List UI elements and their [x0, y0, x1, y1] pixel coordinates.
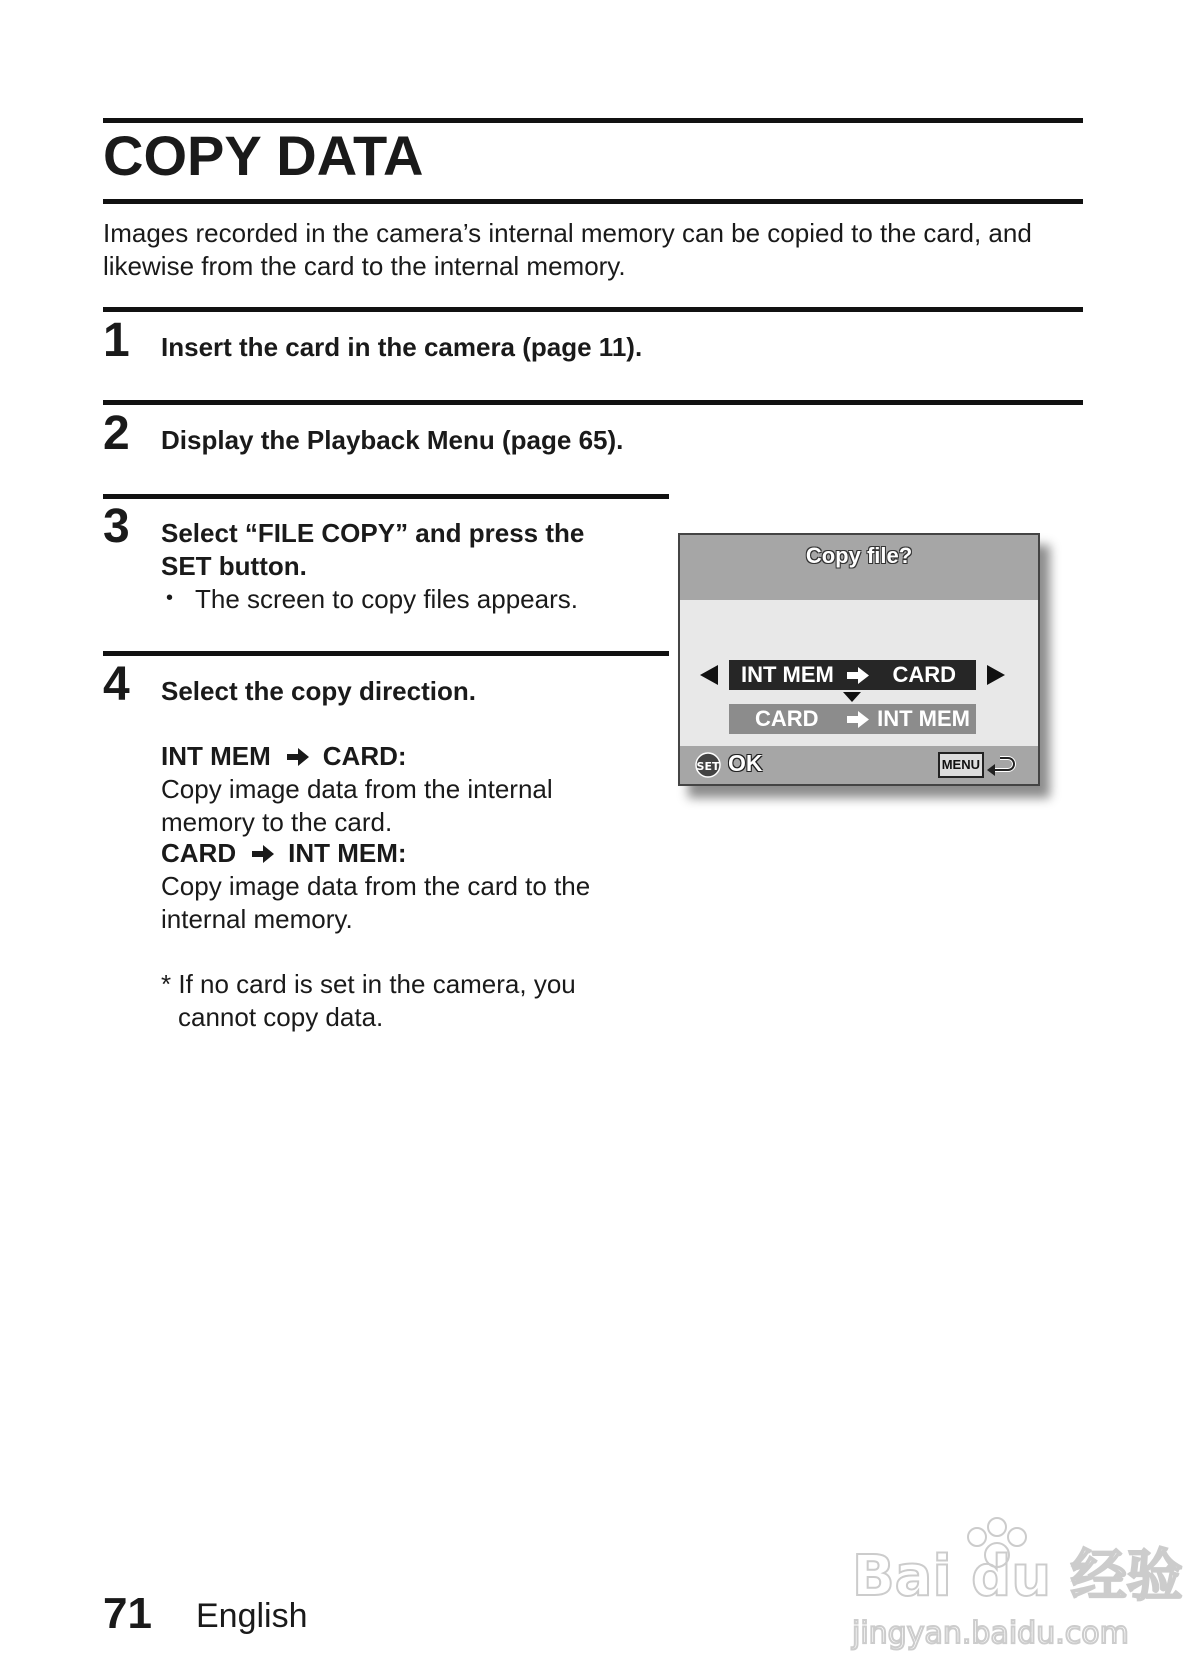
right-triangle-icon: [987, 665, 1005, 685]
step3-text-line1: Select “FILE COPY” and press the: [161, 518, 585, 548]
title-top-rule: [103, 118, 1083, 123]
direction2-desc-line1: Copy image data from the card to the: [161, 871, 591, 901]
step4-rule: [103, 651, 669, 656]
return-icon: [986, 754, 1016, 776]
option2-to: INT MEM: [877, 706, 970, 731]
direction1-desc-line1: Copy image data from the internal: [161, 774, 553, 804]
baidu-watermark: [852, 1515, 1183, 1655]
step4-number: 4: [103, 658, 130, 711]
step3-number: 3: [103, 500, 130, 553]
direction2-from: CARD: [161, 838, 237, 868]
copy-option-int-to-card[interactable]: [729, 660, 976, 690]
left-triangle-icon: [700, 665, 718, 685]
step1-text: Insert the card in the camera (page 11).: [161, 332, 643, 362]
page-language: English: [196, 1597, 308, 1635]
step3-bullet-dot: •: [166, 587, 174, 609]
note-line1: * If no card is set in the camera, you: [161, 969, 576, 999]
step3-bullet-text: The screen to copy files appears.: [195, 584, 578, 614]
screen-footer: [680, 746, 1038, 784]
step1-number: 1: [103, 314, 130, 367]
option1-to: CARD: [892, 662, 956, 687]
direction2-to: INT MEM:: [288, 838, 407, 868]
title-bottom-rule: [103, 199, 1083, 204]
direction1-to: CARD:: [322, 741, 407, 771]
watermark-url: jingyan.baidu.com: [852, 1616, 1129, 1651]
step4-text: Select the copy direction.: [161, 676, 476, 706]
screen-title: Copy file?: [805, 543, 913, 568]
note-line2: cannot copy data.: [178, 1002, 384, 1032]
right-arrow-icon: [252, 845, 274, 863]
ok-label: OK: [728, 750, 763, 776]
step3-text-line2: SET button.: [161, 551, 307, 581]
right-arrow-icon: [847, 667, 869, 684]
page-number: 71: [103, 1589, 152, 1638]
step3-rule: [103, 494, 669, 499]
option2-from: CARD: [755, 706, 819, 731]
direction-card-to-int-heading: [161, 837, 407, 870]
copy-option-card-to-int[interactable]: [729, 704, 976, 734]
option1-from: INT MEM: [741, 662, 834, 687]
step2-rule: [103, 400, 1083, 405]
page-title: COPY DATA: [103, 124, 424, 187]
right-arrow-icon: [847, 711, 869, 728]
direction1-from: INT MEM: [161, 741, 271, 771]
intro-paragraph: Images recorded in the camera’s internal memory can be copied to the card, and likewise from the card to the internal memory.: [103, 218, 1032, 281]
step1-rule: [103, 307, 1083, 312]
direction2-desc-line2: internal memory.: [161, 904, 353, 934]
set-label: SET: [696, 760, 720, 773]
set-button-icon: [694, 752, 722, 778]
watermark-brand: Bai du 经验: [852, 1544, 1183, 1609]
direction1-desc-line2: memory to the card.: [161, 807, 393, 837]
right-arrow-icon: [287, 748, 309, 766]
step2-text: Display the Playback Menu (page 65).: [161, 425, 624, 455]
camera-screen: [678, 533, 1040, 786]
down-triangle-icon: [843, 692, 861, 702]
direction-int-to-card-heading: [161, 740, 407, 773]
menu-badge: MENU: [938, 752, 984, 778]
step2-number: 2: [103, 407, 130, 460]
